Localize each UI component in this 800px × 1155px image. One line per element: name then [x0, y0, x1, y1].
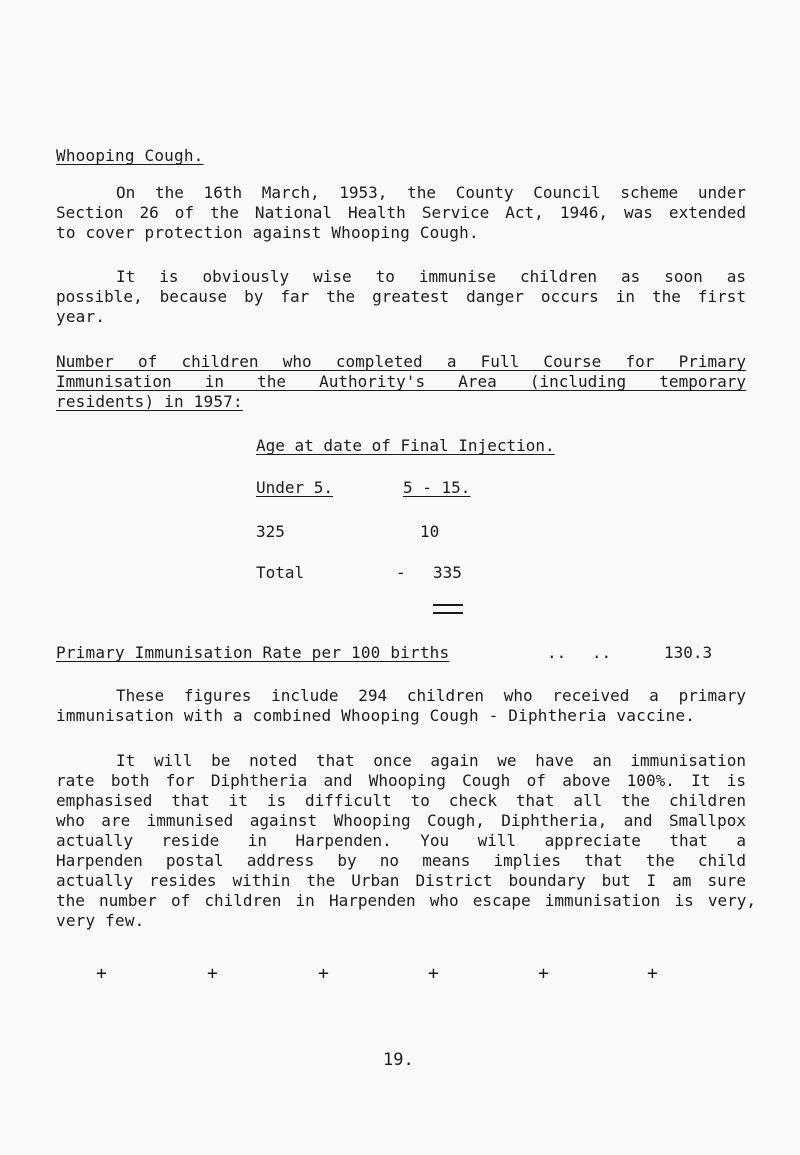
para1-line-1: On the 16th March, 1953, the County Council scheme under [116, 183, 746, 202]
para2-line-3: year. [56, 307, 106, 326]
section-heading: Whooping Cough. [56, 146, 204, 165]
column-header-5-15: 5 - 15. [403, 478, 471, 497]
separator-plus: + [96, 963, 107, 984]
column-header-under-5: Under 5. [256, 478, 334, 497]
para4-line-1: It will be noted that once again we have an immunisation [116, 751, 746, 770]
total-dash: - [396, 563, 406, 582]
para2-line-2: possible, because by far the greatest danger occurs in the first [56, 287, 746, 306]
table-title-line-2: Immunisation in the Authority's Area (including temporary [56, 372, 746, 391]
age-heading: Age at date of Final Injection. [256, 436, 555, 455]
value-under-5: 325 [256, 522, 285, 541]
para4-line-2: rate both for Diphtheria and Whooping Cough of above 100%. It is [56, 771, 746, 790]
total-label: Total [256, 563, 305, 582]
para3-line-2: immunisation with a combined Whooping Cough - Diphtheria vaccine. [56, 706, 696, 725]
rate-dots: .. .. [547, 643, 612, 662]
para4-line-9: very few. [56, 911, 145, 930]
separator-plus: + [428, 963, 439, 984]
rate-value: 130.3 [664, 643, 713, 662]
separator-plus: + [207, 963, 218, 984]
para4-line-5: actually reside in Harpenden. You will appreciate that a [56, 831, 746, 850]
para4-line-6: Harpenden postal address by no means implies that the child [56, 851, 746, 870]
rate-label: Primary Immunisation Rate per 100 births [56, 643, 450, 662]
para1-line-3: to cover protection against Whooping Cough. [56, 223, 479, 242]
table-title-line-1: Number of children who completed a Full Course for Primary [56, 352, 746, 371]
separator-plus: + [538, 963, 549, 984]
para1-line-2: Section 26 of the National Health Service Act, 1946, was extended [56, 203, 746, 222]
page-number: 19. [383, 1050, 414, 1070]
para4-line-8: the number of children in Harpenden who escape immunisation is very, [56, 891, 756, 910]
para2-line-1: It is obviously wise to immunise children as soon as [116, 267, 746, 286]
para4-line-3: emphasised that it is difficult to check that all the children [56, 791, 746, 810]
total-value: 335 [433, 563, 462, 582]
separator-plus: + [647, 963, 658, 984]
total-double-underline [433, 604, 463, 614]
value-5-15: 10 [420, 522, 440, 541]
table-title-line-3: residents) in 1957: [56, 392, 243, 411]
para4-line-4: who are immunised against Whooping Cough, Diphtheria, and Smallpox [56, 811, 746, 830]
para4-line-7: actually resides within the Urban District boundary but I am sure [56, 871, 746, 890]
separator-plus: + [318, 963, 329, 984]
para3-line-1: These figures include 294 children who received a primary [116, 686, 746, 705]
